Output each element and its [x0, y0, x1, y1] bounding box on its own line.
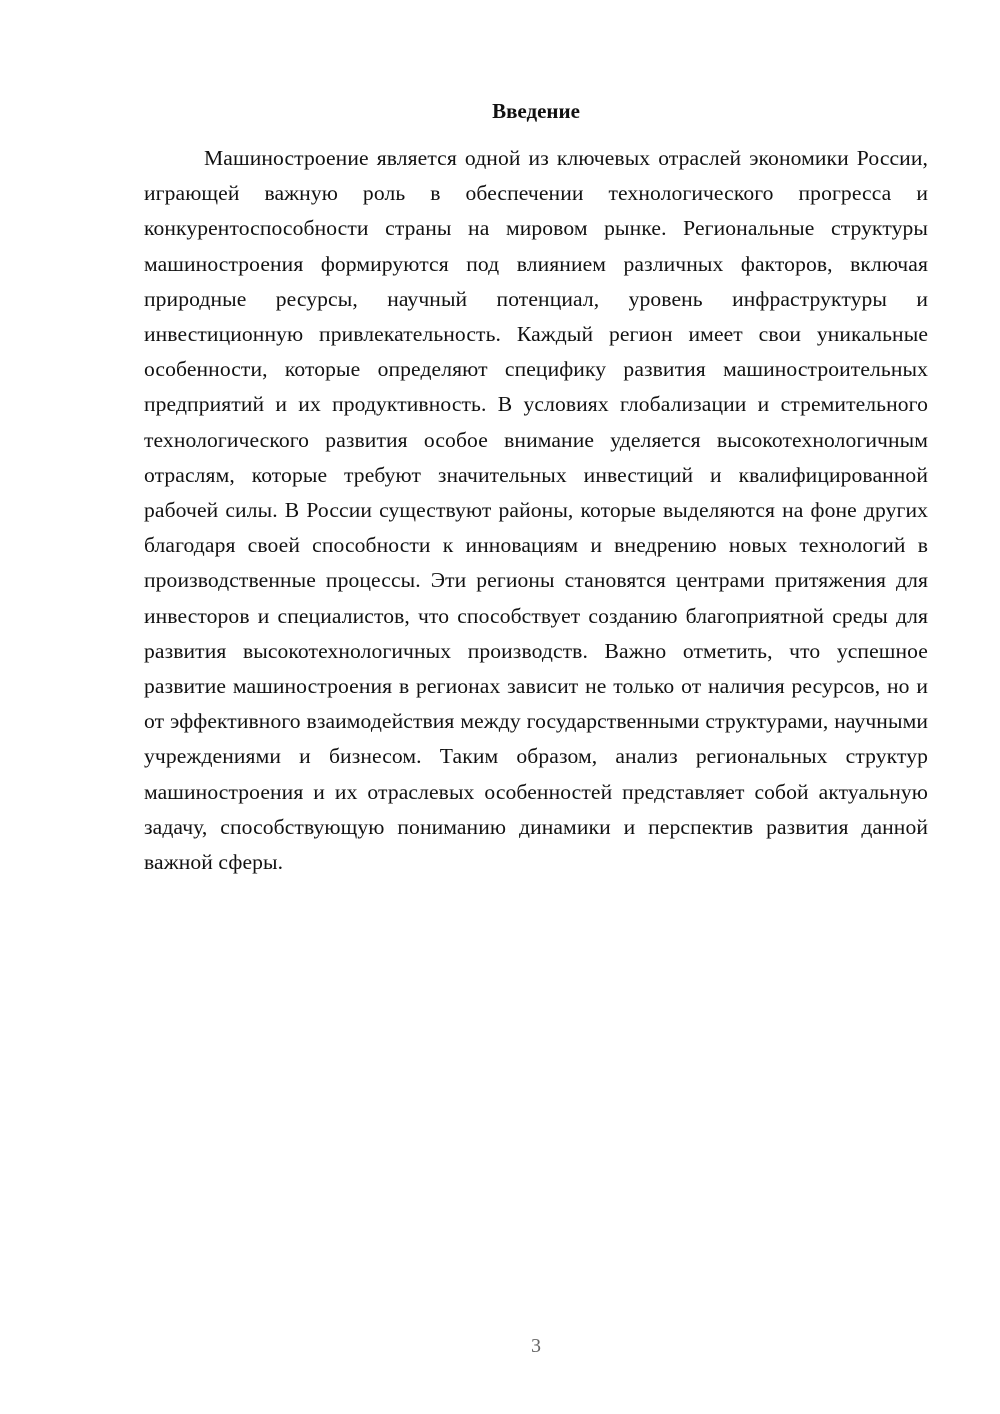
- body-paragraph: Машиностроение является одной из ключевых отраслей экономики России, играющей важную роль в обеспечении технологического прогресса и конкурентоспособности страны на мировом рынке. Региональные структуры машиностроения формируются под влиянием различных факторов, включая природные ресурсы, научный потенциал, уровень инфраструктуры и инвестиционную привлекательность. Каждый регион имеет свои уникальные особенности, которые определяют специфику развития машиностроительных предприятий и их продуктивность. В условиях глобализации и стремительного технологического развития особое внимание уделяется высокотехнологичным отраслям, которые требуют значительных инвестиций и квалифицированной рабочей силы. В России существуют районы, которые выделяются на фоне других благодаря своей способности к инновациям и внедрению новых технологий в производственные процессы. Эти регионы становятся центрами притяжения для инвесторов и специалистов, что способствует созданию благоприятной среды для развития высокотехнологичных производств. Важно отметить, что успешное развитие машиностроения в регионах зависит не только от наличия ресурсов, но и от эффективного взаимодействия между государственными структурами, научными учреждениями и бизнесом. Таким образом, анализ региональных структур машиностроения и их отраслевых особенностей представляет собой актуальную задачу, способствующую пониманию динамики и перспектив развития данной важной сферы.: [144, 146, 928, 875]
- section-title: Введение: [492, 99, 580, 123]
- page-number: 3: [531, 1335, 541, 1357]
